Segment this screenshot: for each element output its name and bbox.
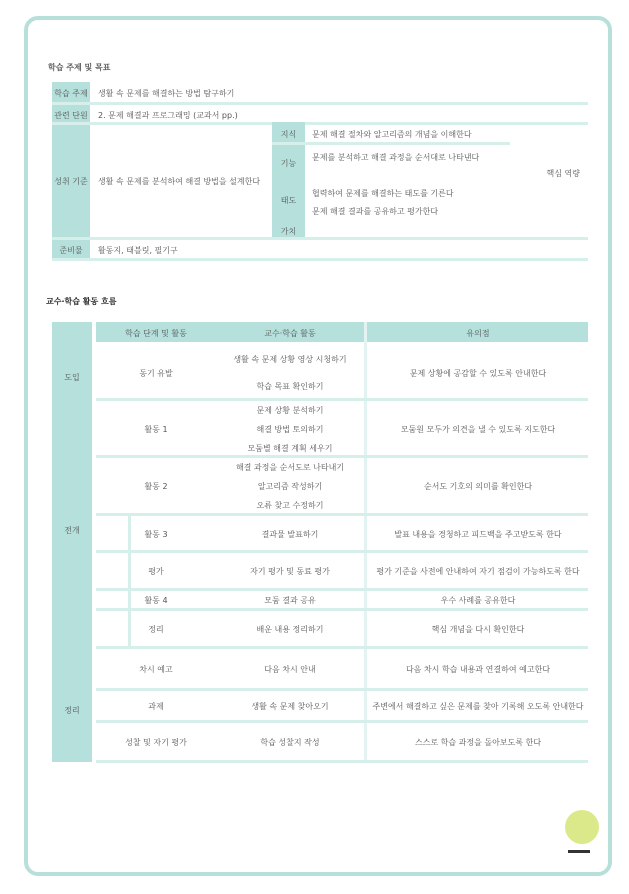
stage-label: 정리 [64,706,80,715]
note-text: 다음 차시 학습 내용과 연결하여 예고한다 [405,665,551,674]
sub-label: 기능 [280,159,297,168]
activity-name: 활동 1 [144,424,168,434]
note-text: 핵심 개념을 다시 확인한다 [431,625,525,634]
activity-item: 문제 상황 분석하기 [256,405,324,415]
row-divider [96,550,588,553]
sub-label: 가치 [280,227,297,236]
activity-item: 학습 성찰지 작성 [260,738,320,747]
activity-item: 다음 차시 안내 [264,665,316,674]
sub-value: 문제 해결 결과를 공유하고 평가한다 [312,207,439,216]
mascot-illustration [565,810,599,844]
row-divider [96,513,588,516]
activity-name: 활동 2 [144,482,168,491]
mascot-base [568,850,590,853]
activity-item: 생활 속 문제 찾아오기 [251,702,329,711]
note-text: 문제 상황에 공감할 수 있도록 안내한다 [409,368,547,378]
note-text: 모둠원 모두가 의견을 낼 수 있도록 지도한다 [400,424,556,434]
note-text: 순서도 기호의 의미를 확인한다 [423,482,533,491]
value-standard: 생활 속 문제를 분석하여 해결 방법을 설계한다 [98,177,261,186]
sub-value: 문제 해결 절차와 알고리즘의 개념을 이해한다 [312,130,472,139]
label-unit: 관련 단원 [54,111,88,120]
activity-item: 알고리즘 작성하기 [257,482,323,491]
activity-item: 해결 과정을 순서도로 나타내기 [235,462,345,472]
note-text: 주변에서 해결하고 싶은 문제를 찾아 기록해 오도록 안내한다 [372,702,584,711]
activity-name: 활동 4 [144,596,168,605]
sub-label: 지식 [280,130,297,139]
stage-label: 전개 [64,526,80,535]
row-divider [96,398,588,401]
activity-name: 차시 예고 [139,665,173,674]
sub-label: 태도 [280,196,297,205]
side-label: 핵심 역량 [546,169,580,178]
sub-value: 협력하여 문제를 해결하는 태도를 기른다 [312,189,454,198]
stage-label: 도입 [64,373,80,382]
activity-name: 정리 [148,625,164,634]
row-divider [96,608,588,611]
note-text: 우수 사례를 공유한다 [440,596,516,605]
note-text: 스스로 학습 과정을 돌아보도록 한다 [414,738,542,747]
note-text: 평가 기준을 사전에 안내하여 자기 점검이 가능하도록 한다 [376,567,580,576]
activity-item: 학습 목표 확인하기 [256,382,324,392]
value-unit: 2. 문제 해결과 프로그래밍 (교과서 pp.) [98,111,238,120]
row-divider [96,646,588,649]
activity-name: 평가 [148,567,164,576]
activity-name: 활동 3 [144,529,168,539]
section2-title: 교수·학습 활동 흐름 [46,297,117,306]
row-divider [96,455,588,458]
activity-name: 성찰 및 자기 평가 [125,738,187,747]
activity-item: 오류 찾고 수정하기 [256,501,324,511]
label-topic: 학습 주제 [54,89,88,98]
note-text: 발표 내용을 경청하고 피드백을 주고받도록 한다 [394,529,562,539]
row-divider [96,720,588,723]
activity-item: 해결 방법 토의하기 [256,424,324,434]
row-divider [96,688,588,691]
row-divider [96,588,588,591]
activity-name: 동기 유발 [139,368,173,378]
label-standard: 성취 기준 [54,177,88,186]
row-divider [96,760,588,763]
header-activity: 교수·학습 활동 [264,329,316,338]
activity-item: 생활 속 문제 상황 영상 시청하기 [233,354,347,364]
value-topic: 생활 속 문제를 해결하는 방법 탐구하기 [98,89,235,98]
value-materials: 활동지, 태블릿, 필기구 [98,246,178,255]
activity-name: 과제 [148,702,164,711]
header-stage: 학습 단계 및 활동 [125,329,187,338]
section1-title: 학습 주제 및 목표 [48,63,111,72]
activity-item: 결과물 발표하기 [261,529,319,539]
sub-value: 문제를 분석하고 해결 과정을 순서대로 나타낸다 [312,153,480,162]
activity-item: 모둠별 해결 계획 세우기 [247,443,333,453]
activity-item: 모둠 결과 공유 [264,596,316,605]
activity-item: 자기 평가 및 동료 평가 [250,567,330,576]
label-materials: 준비물 [59,246,83,255]
activity-item: 배운 내용 정리하기 [256,625,324,634]
header-note: 유의점 [466,329,490,338]
